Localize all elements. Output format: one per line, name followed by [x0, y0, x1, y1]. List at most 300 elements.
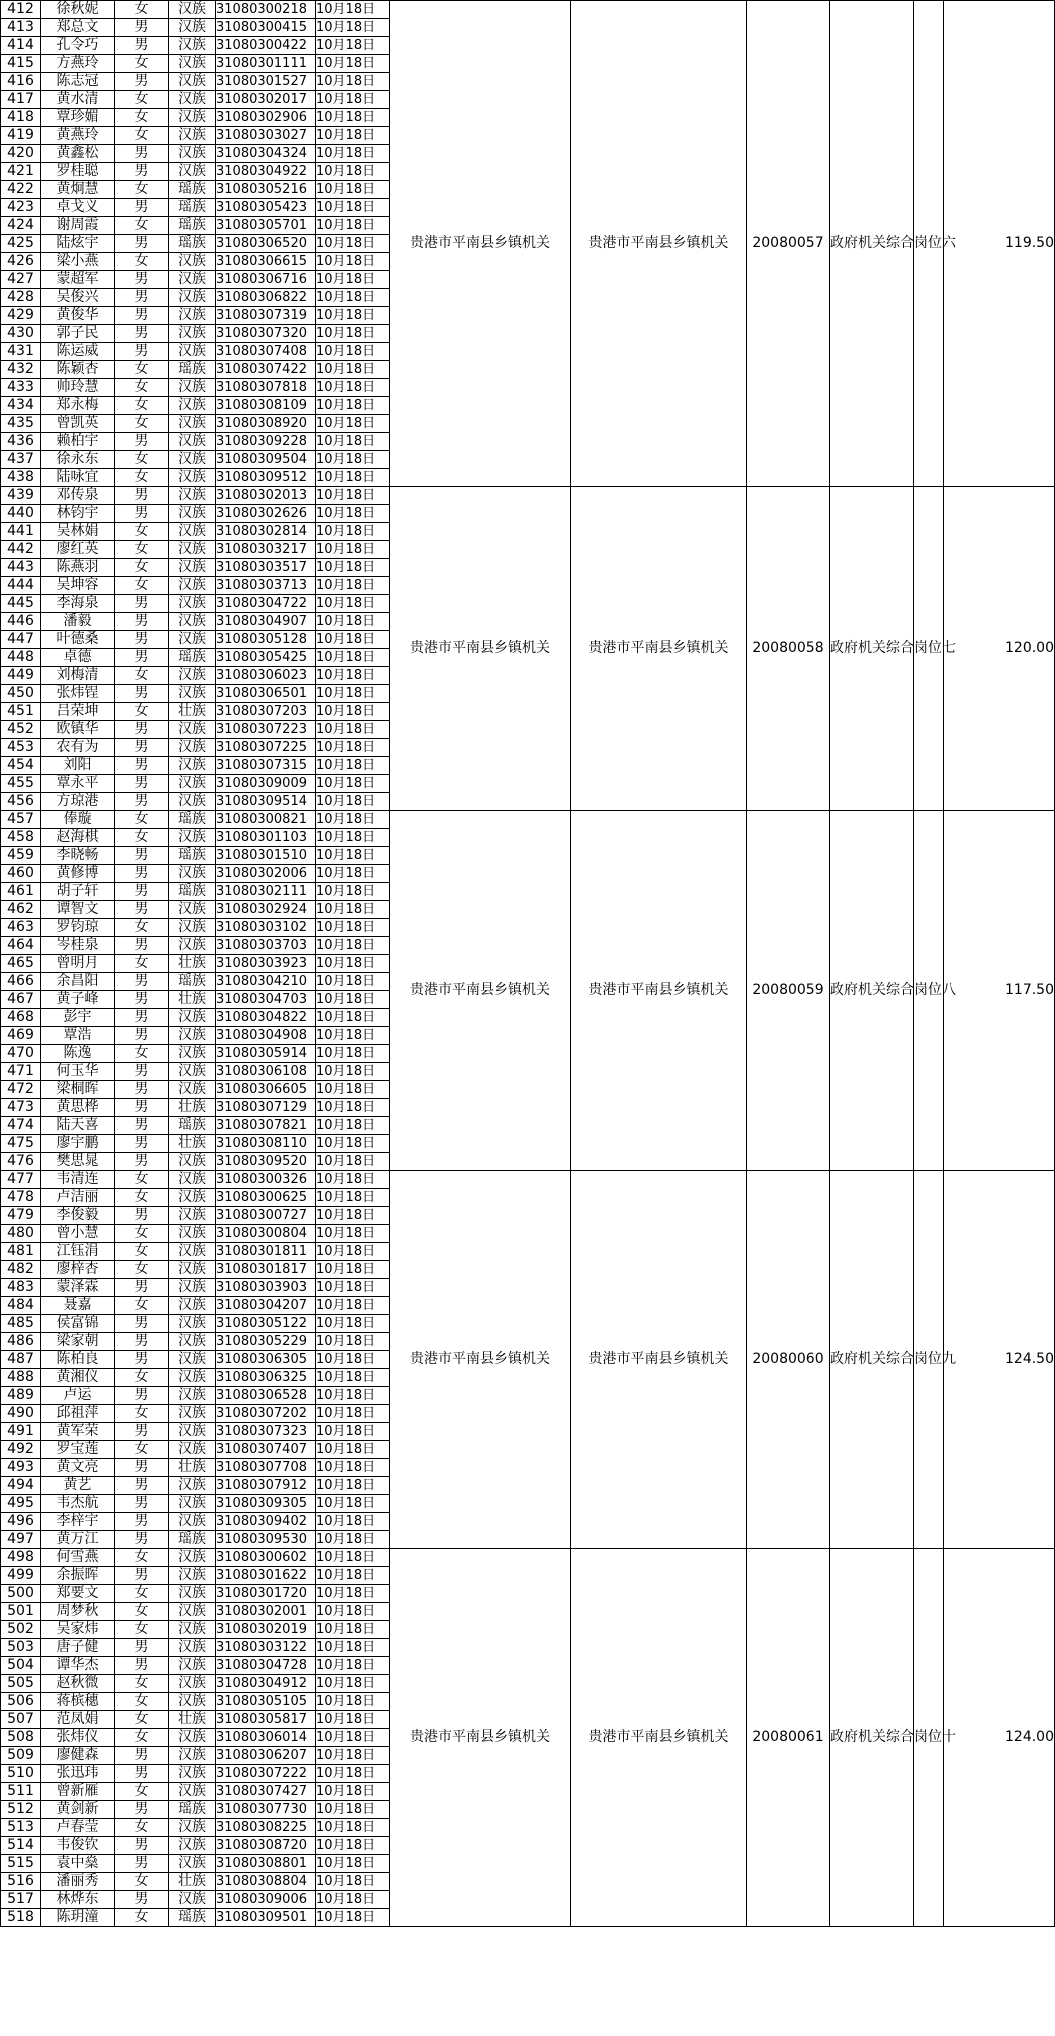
candidate-name: 张迅玮 — [41, 1765, 115, 1783]
candidate-name: 陈运威 — [41, 343, 115, 361]
exam-ticket-number: 31080305701 — [216, 217, 316, 235]
candidate-name: 黄艺 — [41, 1477, 115, 1495]
row-number: 511 — [1, 1783, 41, 1801]
row-number: 498 — [1, 1549, 41, 1567]
candidate-ethnicity: 瑶族 — [169, 361, 216, 379]
candidate-sex: 女 — [115, 1369, 169, 1387]
candidate-ethnicity: 汉族 — [169, 1639, 216, 1657]
candidate-ethnicity: 汉族 — [169, 1765, 216, 1783]
row-number: 455 — [1, 775, 41, 793]
candidate-sex: 男 — [115, 1657, 169, 1675]
candidate-sex: 男 — [115, 1387, 169, 1405]
exam-date: 10月18日 — [316, 217, 390, 235]
candidate-sex: 女 — [115, 541, 169, 559]
candidate-sex: 女 — [115, 577, 169, 595]
exam-ticket-number: 31080308110 — [216, 1135, 316, 1153]
candidate-name: 陈燕羽 — [41, 559, 115, 577]
exam-date: 10月18日 — [316, 1297, 390, 1315]
exam-date: 10月18日 — [316, 1459, 390, 1477]
candidate-ethnicity: 汉族 — [169, 685, 216, 703]
candidate-name: 潘毅 — [41, 613, 115, 631]
exam-date: 10月18日 — [316, 1549, 390, 1567]
exam-ticket-number: 31080300821 — [216, 811, 316, 829]
exam-ticket-number: 31080306014 — [216, 1729, 316, 1747]
candidate-name: 卢洁丽 — [41, 1189, 115, 1207]
candidate-ethnicity: 汉族 — [169, 1153, 216, 1171]
candidate-sex: 男 — [115, 1567, 169, 1585]
row-number: 451 — [1, 703, 41, 721]
exam-date: 10月18日 — [316, 1783, 390, 1801]
exam-ticket-number: 31080307225 — [216, 739, 316, 757]
candidate-sex: 男 — [115, 1135, 169, 1153]
candidate-name: 陈柏良 — [41, 1351, 115, 1369]
exam-date: 10月18日 — [316, 559, 390, 577]
candidate-ethnicity: 汉族 — [169, 1045, 216, 1063]
candidate-name: 吴林娟 — [41, 523, 115, 541]
row-number: 513 — [1, 1819, 41, 1837]
exam-ticket-number: 31080305425 — [216, 649, 316, 667]
candidate-sex: 女 — [115, 1171, 169, 1189]
candidate-sex: 男 — [115, 991, 169, 1009]
row-number: 499 — [1, 1567, 41, 1585]
candidate-ethnicity: 汉族 — [169, 721, 216, 739]
candidate-sex: 男 — [115, 37, 169, 55]
candidate-name: 彭宇 — [41, 1009, 115, 1027]
row-number: 441 — [1, 523, 41, 541]
exam-date: 10月18日 — [316, 1369, 390, 1387]
candidate-sex: 女 — [115, 1225, 169, 1243]
exam-date: 10月18日 — [316, 37, 390, 55]
candidate-name: 徐秋妮 — [41, 1, 115, 19]
candidate-ethnicity: 汉族 — [169, 1837, 216, 1855]
row-number: 503 — [1, 1639, 41, 1657]
exam-date: 10月18日 — [316, 1729, 390, 1747]
candidate-sex: 女 — [115, 1621, 169, 1639]
table-row — [1, 1171, 1055, 1189]
position-name: 政府机关综合岗位六 — [830, 1, 914, 487]
candidate-ethnicity: 汉族 — [169, 757, 216, 775]
candidate-name: 徐永东 — [41, 451, 115, 469]
exam-date: 10月18日 — [316, 757, 390, 775]
exam-date: 10月18日 — [316, 901, 390, 919]
row-number: 423 — [1, 199, 41, 217]
row-number: 412 — [1, 1, 41, 19]
exam-ticket-number: 31080305914 — [216, 1045, 316, 1063]
row-number: 478 — [1, 1189, 41, 1207]
candidate-sex: 男 — [115, 199, 169, 217]
candidate-sex: 男 — [115, 865, 169, 883]
recruiting-department: 贵港市平南县乡镇机关 — [390, 811, 571, 1171]
exam-ticket-number: 31080307319 — [216, 307, 316, 325]
exam-ticket-number: 31080303923 — [216, 955, 316, 973]
candidate-ethnicity: 汉族 — [169, 1657, 216, 1675]
candidate-sex: 女 — [115, 1909, 169, 1927]
minimum-score: 117.50 — [944, 811, 1055, 1171]
exam-date: 10月18日 — [316, 73, 390, 91]
exam-date: 10月18日 — [316, 919, 390, 937]
candidate-ethnicity: 汉族 — [169, 1603, 216, 1621]
exam-date: 10月18日 — [316, 595, 390, 613]
row-number: 480 — [1, 1225, 41, 1243]
candidate-name: 韦清连 — [41, 1171, 115, 1189]
candidate-ethnicity: 汉族 — [169, 901, 216, 919]
row-number: 417 — [1, 91, 41, 109]
row-number: 449 — [1, 667, 41, 685]
candidate-sex: 女 — [115, 1675, 169, 1693]
candidate-sex: 男 — [115, 1081, 169, 1099]
candidate-name: 李俊毅 — [41, 1207, 115, 1225]
candidate-name: 卓德 — [41, 649, 115, 667]
candidate-sex: 女 — [115, 667, 169, 685]
exam-date: 10月18日 — [316, 955, 390, 973]
candidate-sex: 男 — [115, 1531, 169, 1549]
candidate-name: 廖梓杏 — [41, 1261, 115, 1279]
row-number: 495 — [1, 1495, 41, 1513]
candidate-sex: 女 — [115, 1297, 169, 1315]
candidate-sex: 男 — [115, 1333, 169, 1351]
candidate-sex: 男 — [115, 1207, 169, 1225]
exam-ticket-number: 31080303027 — [216, 127, 316, 145]
row-number: 457 — [1, 811, 41, 829]
exam-date: 10月18日 — [316, 379, 390, 397]
exam-date: 10月18日 — [316, 1405, 390, 1423]
position-name: 政府机关综合岗位十 — [830, 1549, 914, 1927]
candidate-name: 陆咏宜 — [41, 469, 115, 487]
candidate-name: 廖健森 — [41, 1747, 115, 1765]
candidate-sex: 女 — [115, 109, 169, 127]
candidate-sex: 女 — [115, 253, 169, 271]
candidate-name: 黄万江 — [41, 1531, 115, 1549]
exam-date: 10月18日 — [316, 487, 390, 505]
candidate-ethnicity: 汉族 — [169, 145, 216, 163]
row-number: 487 — [1, 1351, 41, 1369]
row-number: 415 — [1, 55, 41, 73]
candidate-ethnicity: 汉族 — [169, 487, 216, 505]
row-number: 447 — [1, 631, 41, 649]
candidate-sex: 男 — [115, 1639, 169, 1657]
exam-date: 10月18日 — [316, 91, 390, 109]
row-number: 512 — [1, 1801, 41, 1819]
row-number: 463 — [1, 919, 41, 937]
candidate-name: 赵秋微 — [41, 1675, 115, 1693]
exam-date: 10月18日 — [316, 199, 390, 217]
candidate-sex: 女 — [115, 1873, 169, 1891]
exam-date: 10月18日 — [316, 1315, 390, 1333]
candidate-ethnicity: 壮族 — [169, 1135, 216, 1153]
candidate-ethnicity: 汉族 — [169, 631, 216, 649]
candidate-sex: 男 — [115, 145, 169, 163]
candidate-name: 李梓宇 — [41, 1513, 115, 1531]
candidate-sex: 女 — [115, 919, 169, 937]
candidate-name: 梁家朝 — [41, 1333, 115, 1351]
row-number: 425 — [1, 235, 41, 253]
exam-ticket-number: 31080307821 — [216, 1117, 316, 1135]
row-number: 464 — [1, 937, 41, 955]
candidate-ethnicity: 汉族 — [169, 1675, 216, 1693]
exam-ticket-number: 31080302626 — [216, 505, 316, 523]
candidate-name: 范凤娟 — [41, 1711, 115, 1729]
candidate-name: 曾小慧 — [41, 1225, 115, 1243]
exam-ticket-number: 31080304722 — [216, 595, 316, 613]
row-number: 484 — [1, 1297, 41, 1315]
row-number: 432 — [1, 361, 41, 379]
row-number: 501 — [1, 1603, 41, 1621]
candidate-name: 周梦秋 — [41, 1603, 115, 1621]
candidate-name: 林烨东 — [41, 1891, 115, 1909]
row-number: 448 — [1, 649, 41, 667]
exam-ticket-number: 31080305423 — [216, 199, 316, 217]
candidate-sex: 男 — [115, 1495, 169, 1513]
candidate-sex: 男 — [115, 937, 169, 955]
candidate-name: 黄燕玲 — [41, 127, 115, 145]
row-number: 496 — [1, 1513, 41, 1531]
candidate-name: 郑要文 — [41, 1585, 115, 1603]
exam-ticket-number: 31080303517 — [216, 559, 316, 577]
candidate-sex: 男 — [115, 487, 169, 505]
exam-date: 10月18日 — [316, 667, 390, 685]
exam-ticket-number: 31080303122 — [216, 1639, 316, 1657]
exam-date: 10月18日 — [316, 937, 390, 955]
employing-unit: 贵港市平南县乡镇机关 — [571, 487, 747, 811]
candidate-ethnicity: 汉族 — [169, 505, 216, 523]
exam-ticket-number: 31080307320 — [216, 325, 316, 343]
row-number: 419 — [1, 127, 41, 145]
candidate-sex: 女 — [115, 703, 169, 721]
candidate-ethnicity: 汉族 — [169, 1027, 216, 1045]
candidate-name: 郑总文 — [41, 19, 115, 37]
exam-ticket-number: 31080305817 — [216, 1711, 316, 1729]
candidate-name: 谢周霞 — [41, 217, 115, 235]
row-number: 456 — [1, 793, 41, 811]
row-number: 437 — [1, 451, 41, 469]
exam-date: 10月18日 — [316, 235, 390, 253]
exam-ticket-number: 31080304908 — [216, 1027, 316, 1045]
candidate-name: 赖柏宇 — [41, 433, 115, 451]
exam-date: 10月18日 — [316, 1693, 390, 1711]
candidate-sex: 男 — [115, 1837, 169, 1855]
candidate-sex: 女 — [115, 217, 169, 235]
candidate-ethnicity: 汉族 — [169, 127, 216, 145]
row-number: 453 — [1, 739, 41, 757]
candidate-name: 刘梅清 — [41, 667, 115, 685]
exam-date: 10月18日 — [316, 1135, 390, 1153]
candidate-sex: 男 — [115, 721, 169, 739]
row-number: 460 — [1, 865, 41, 883]
row-number: 416 — [1, 73, 41, 91]
candidate-sex: 女 — [115, 451, 169, 469]
exam-date: 10月18日 — [316, 1801, 390, 1819]
exam-ticket-number: 31080300415 — [216, 19, 316, 37]
candidate-name: 陆天喜 — [41, 1117, 115, 1135]
candidate-ethnicity: 汉族 — [169, 739, 216, 757]
row-number: 518 — [1, 1909, 41, 1927]
candidate-sex: 男 — [115, 1747, 169, 1765]
candidate-name: 谭华杰 — [41, 1657, 115, 1675]
candidate-name: 刘阳 — [41, 757, 115, 775]
row-number: 505 — [1, 1675, 41, 1693]
candidate-sex: 女 — [115, 1693, 169, 1711]
candidate-sex: 女 — [115, 829, 169, 847]
exam-date: 10月18日 — [316, 1333, 390, 1351]
exam-date: 10月18日 — [316, 1423, 390, 1441]
exam-ticket-number: 31080307202 — [216, 1405, 316, 1423]
exam-ticket-number: 31080307818 — [216, 379, 316, 397]
candidate-sex: 男 — [115, 1315, 169, 1333]
exam-ticket-number: 31080302019 — [216, 1621, 316, 1639]
exam-ticket-number: 31080300727 — [216, 1207, 316, 1225]
candidate-ethnicity: 汉族 — [169, 433, 216, 451]
exam-date: 10月18日 — [316, 1117, 390, 1135]
candidate-name: 陈颖杏 — [41, 361, 115, 379]
candidate-sex: 女 — [115, 361, 169, 379]
exam-ticket-number: 31080309228 — [216, 433, 316, 451]
position-code: 20080059 — [747, 811, 830, 1171]
candidate-name: 黄军荣 — [41, 1423, 115, 1441]
candidate-ethnicity: 汉族 — [169, 307, 216, 325]
candidate-name: 罗桂聪 — [41, 163, 115, 181]
candidate-ethnicity: 汉族 — [169, 1063, 216, 1081]
row-number: 510 — [1, 1765, 41, 1783]
candidate-sex: 女 — [115, 1729, 169, 1747]
candidate-name: 覃珍媚 — [41, 109, 115, 127]
candidate-name: 方燕玲 — [41, 55, 115, 73]
exam-date: 10月18日 — [316, 1153, 390, 1171]
candidate-sex: 男 — [115, 649, 169, 667]
candidate-name: 蒙泽霖 — [41, 1279, 115, 1297]
candidate-sex: 女 — [115, 1441, 169, 1459]
candidate-sex: 女 — [115, 523, 169, 541]
recruiting-department: 贵港市平南县乡镇机关 — [390, 487, 571, 811]
candidate-name: 梁小燕 — [41, 253, 115, 271]
row-number: 517 — [1, 1891, 41, 1909]
candidate-name: 曾新雁 — [41, 1783, 115, 1801]
recruiting-department: 贵港市平南县乡镇机关 — [390, 1171, 571, 1549]
candidate-ethnicity: 瑶族 — [169, 1909, 216, 1927]
employing-unit: 贵港市平南县乡镇机关 — [571, 811, 747, 1171]
exam-ticket-number: 31080309520 — [216, 1153, 316, 1171]
exam-ticket-number: 31080304907 — [216, 613, 316, 631]
candidate-ethnicity: 瑶族 — [169, 1801, 216, 1819]
candidate-ethnicity: 瑶族 — [169, 1531, 216, 1549]
row-number: 508 — [1, 1729, 41, 1747]
row-number: 424 — [1, 217, 41, 235]
candidate-sex: 女 — [115, 1243, 169, 1261]
exam-date: 10月18日 — [316, 325, 390, 343]
candidate-ethnicity: 汉族 — [169, 343, 216, 361]
candidate-ethnicity: 瑶族 — [169, 847, 216, 865]
candidate-name: 何雪燕 — [41, 1549, 115, 1567]
exam-date: 10月18日 — [316, 1225, 390, 1243]
candidate-name: 林钧宇 — [41, 505, 115, 523]
candidate-sex: 女 — [115, 1261, 169, 1279]
exam-ticket-number: 31080302017 — [216, 91, 316, 109]
exam-ticket-number: 31080309402 — [216, 1513, 316, 1531]
row-number: 472 — [1, 1081, 41, 1099]
exam-date: 10月18日 — [316, 1279, 390, 1297]
candidate-ethnicity: 汉族 — [169, 1009, 216, 1027]
candidate-ethnicity: 汉族 — [169, 1261, 216, 1279]
candidate-name: 廖红英 — [41, 541, 115, 559]
candidate-sex: 女 — [115, 1585, 169, 1603]
candidate-name: 李晓畅 — [41, 847, 115, 865]
exam-date: 10月18日 — [316, 19, 390, 37]
row-number: 471 — [1, 1063, 41, 1081]
exam-ticket-number: 31080301720 — [216, 1585, 316, 1603]
row-number: 445 — [1, 595, 41, 613]
exam-ticket-number: 31080304703 — [216, 991, 316, 1009]
candidate-name: 吕荣坤 — [41, 703, 115, 721]
candidate-ethnicity: 瑶族 — [169, 883, 216, 901]
candidate-name: 黄俊华 — [41, 307, 115, 325]
row-number: 516 — [1, 1873, 41, 1891]
candidate-name: 廖宇鹏 — [41, 1135, 115, 1153]
candidate-sex: 男 — [115, 595, 169, 613]
row-number: 443 — [1, 559, 41, 577]
exam-date: 10月18日 — [316, 1045, 390, 1063]
exam-date: 10月18日 — [316, 1027, 390, 1045]
exam-date: 10月18日 — [316, 775, 390, 793]
candidate-ethnicity: 汉族 — [169, 1477, 216, 1495]
candidate-name: 赵海棋 — [41, 829, 115, 847]
exam-date: 10月18日 — [316, 433, 390, 451]
candidate-ethnicity: 壮族 — [169, 703, 216, 721]
exam-date: 10月18日 — [316, 109, 390, 127]
candidate-ethnicity: 汉族 — [169, 1423, 216, 1441]
candidate-ethnicity: 汉族 — [169, 1333, 216, 1351]
candidate-ethnicity: 汉族 — [169, 1387, 216, 1405]
candidate-sex: 男 — [115, 973, 169, 991]
candidate-ethnicity: 汉族 — [169, 559, 216, 577]
candidate-sex: 女 — [115, 1549, 169, 1567]
candidate-sex: 男 — [115, 289, 169, 307]
exam-ticket-number: 31080308225 — [216, 1819, 316, 1837]
candidate-sex: 男 — [115, 1423, 169, 1441]
candidate-ethnicity: 汉族 — [169, 1405, 216, 1423]
exam-date: 10月18日 — [316, 811, 390, 829]
candidate-sex: 女 — [115, 559, 169, 577]
minimum-score: 119.50 — [944, 1, 1055, 487]
row-number: 421 — [1, 163, 41, 181]
candidate-name: 黄思桦 — [41, 1099, 115, 1117]
candidate-name: 黄剑新 — [41, 1801, 115, 1819]
exam-ticket-number: 31080301103 — [216, 829, 316, 847]
exam-date: 10月18日 — [316, 541, 390, 559]
exam-date: 10月18日 — [316, 1, 390, 19]
candidate-name: 胡子轩 — [41, 883, 115, 901]
candidate-name: 罗宝莲 — [41, 1441, 115, 1459]
candidate-ethnicity: 汉族 — [169, 379, 216, 397]
row-number: 473 — [1, 1099, 41, 1117]
candidate-sex: 女 — [115, 181, 169, 199]
candidate-sex: 男 — [115, 1801, 169, 1819]
candidate-sex: 男 — [115, 739, 169, 757]
exam-ticket-number: 31080308720 — [216, 1837, 316, 1855]
candidate-name: 郑永梅 — [41, 397, 115, 415]
exam-date: 10月18日 — [316, 1243, 390, 1261]
row-number: 458 — [1, 829, 41, 847]
exam-ticket-number: 31080306615 — [216, 253, 316, 271]
exam-ticket-number: 31080302001 — [216, 1603, 316, 1621]
exam-ticket-number: 31080305122 — [216, 1315, 316, 1333]
row-number: 427 — [1, 271, 41, 289]
candidate-sex: 女 — [115, 379, 169, 397]
candidate-sex: 男 — [115, 1765, 169, 1783]
candidate-ethnicity: 瑶族 — [169, 811, 216, 829]
exam-date: 10月18日 — [316, 1081, 390, 1099]
exam-ticket-number: 31080306023 — [216, 667, 316, 685]
minimum-score: 124.50 — [944, 1171, 1055, 1549]
position-code: 20080058 — [747, 487, 830, 811]
